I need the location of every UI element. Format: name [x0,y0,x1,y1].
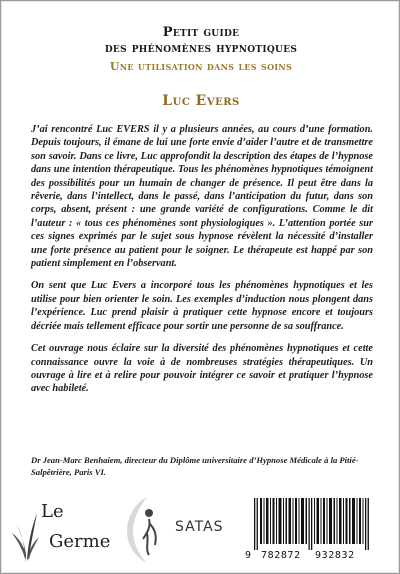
partner-name: SATAS [175,519,224,535]
publisher-name-line-2: Germe [49,531,111,552]
logo-strip [1,489,400,569]
publisher-logo [11,495,121,565]
signature: Dr Jean-Marc Benhaiem, directeur du Diplôme universitaire d’Hypnose Médicale à la Pitié-Salpêtrière, Paris VI. [31,455,359,477]
title-line-2: des phénomènes hypnotiques [104,41,298,56]
blurb-paragraph-3: Cet ouvrage nous éclaire sur la diversité des phénomènes hypnotiques et cette connaissance ouvre la voie à de nombreuses stratégies thérapeutiques. Un ouvrage à lire et à relire pour pouvoir intégrer ce savoir et pratiquer l’hypnose avec habileté. [31,343,373,395]
author-name: Luc Evers [162,93,240,109]
isbn-number [244,550,387,564]
isbn-first-digit: 9 [245,550,252,561]
isbn-group-2: 932832 [315,550,355,561]
subtitle: Une utilisation dans les soins [109,60,293,73]
blurb-text [31,123,373,405]
barcode-bars [244,498,387,550]
partner-logo [119,493,229,565]
blurb-paragraph-1: J’ai rencontré Luc EVERS il y a plusieurs années, au cours d’une formation. Depuis toujours, il émane de lui une forte envie d’aider l’autre et de transmettre son savoir. Dans ce livre, Luc approfondit la description des étapes de l’hypnose dans une intention thérapeutique. Tous les phénomènes hypnotiques témoignent des possibilités pour un humain de changer de présence. Il peut être dans la rêverie, dans l’intellect, dans le passé, dans l’anticipation du futur, dans son corps, absent, présent : une grande variété de configurations. Comme le dit l’auteur : « tous ces phénomènes sont physiologiques ». L’attention portée sur ces signes exprimés par le sujet sous hypnose révèlent la nécessité d’installer une forte présence au patient pour le soigner. Le thérapeute est happé par son patient simplement en l’observant. [31,124,373,270]
isbn-group-1: 782872 [261,550,301,561]
figure-icon [119,493,175,565]
isbn-barcode [244,498,387,564]
blurb-paragraph-2: On sent que Luc Evers a incorporé tous les phénomènes hypnotiques et les utilise pour bien orienter le soin. Les exemples d’induction nous plongent dans l’expérience. Luc prend plaisir à pratiquer cette hypnose encore et toujours décriée mais tellement efficace pour sortir une personne de sa souffrance. [31,280,373,332]
sprout-icon [11,499,41,565]
publisher-name-line-1: Le [41,501,64,522]
title-line-1: Petit guide [162,25,240,40]
